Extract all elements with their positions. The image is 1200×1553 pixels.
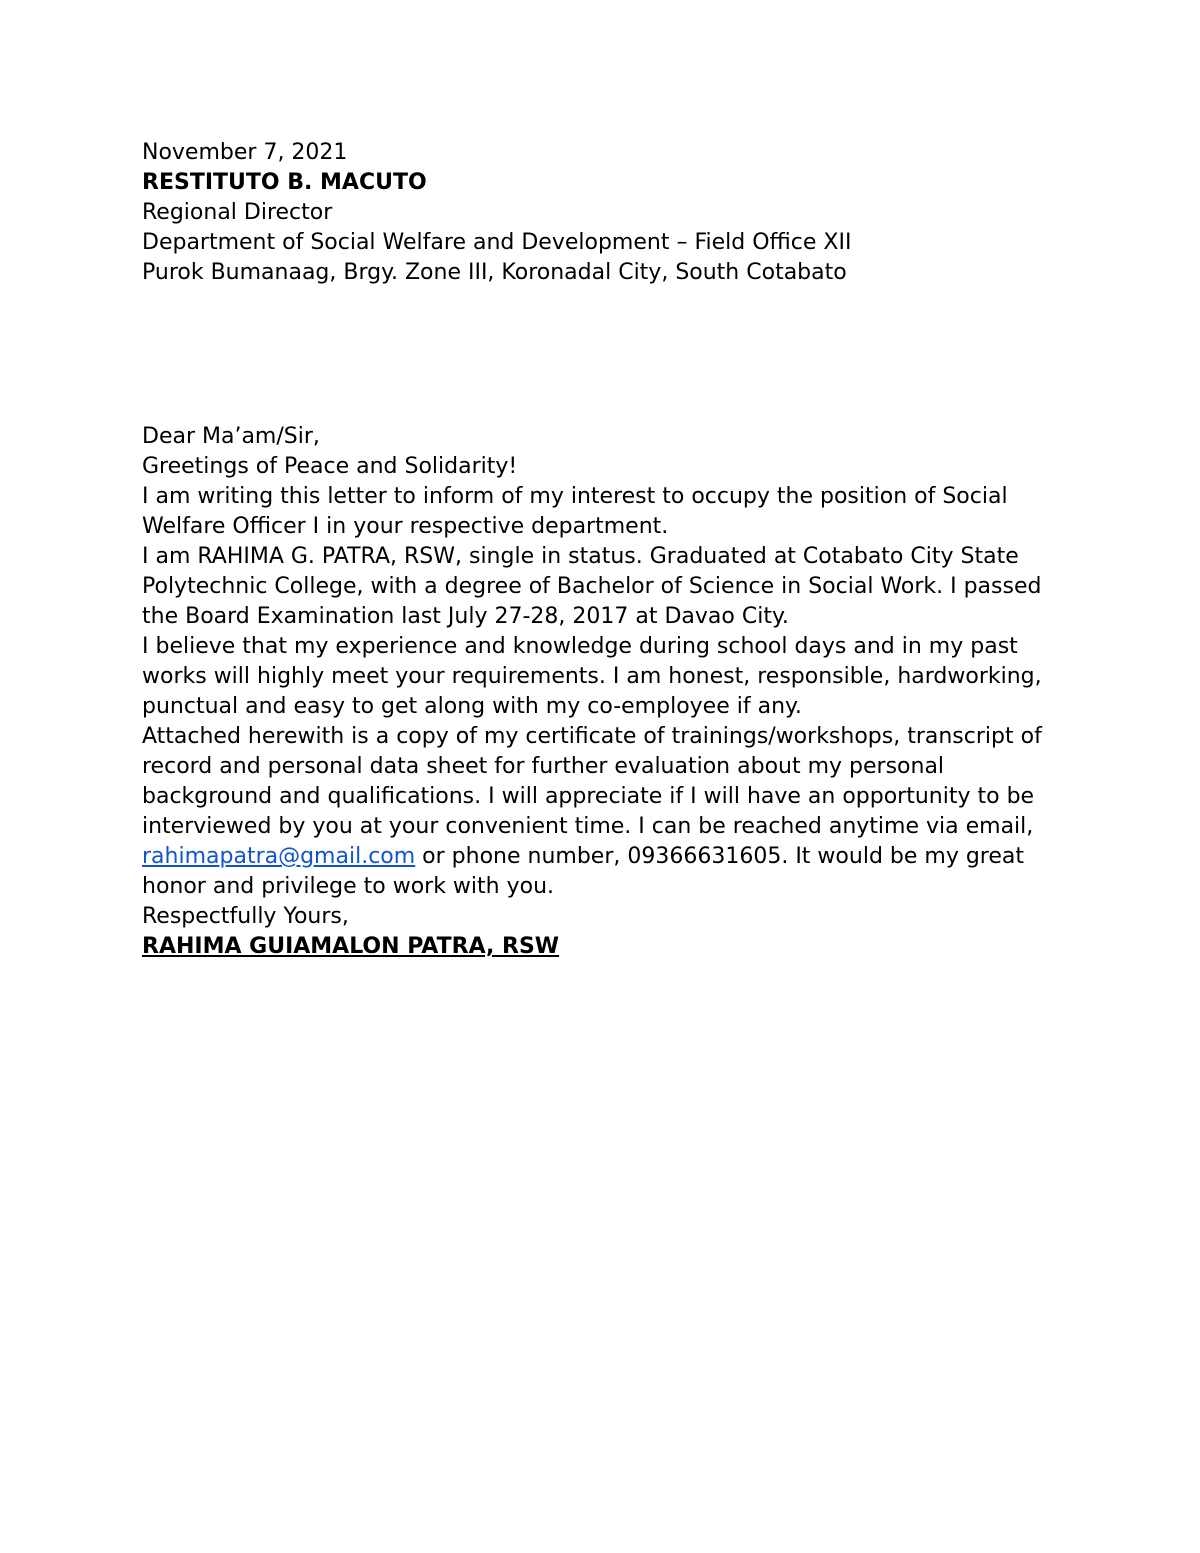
attachments-text: Attached herewith is a copy of my certificate of trainings/workshops, transcript of record and personal data sheet for further evaluation about my personal background and qualifications. I will appreciate if I will have an opportunity to be interviewed by you at your convenient time. I can be reached anytime via email, xyxy=(142,724,1042,839)
recipient-name: RESTITUTO B. MACUTO xyxy=(142,170,427,195)
paragraph-interest: I am writing this letter to inform of my interest to occupy the position of Social Welfare Officer I in your respective department. xyxy=(142,484,1008,539)
recipient-office: Department of Social Welfare and Development – Field Office XII xyxy=(142,230,852,255)
paragraph-qualities: I believe that my experience and knowledge during school days and in my past works will highly meet your requirements. I am honest, responsible, hardworking, punctual and easy to get along with my co-employee if any. xyxy=(142,634,1042,719)
recipient-title: Regional Director xyxy=(142,200,333,225)
phone-text: or phone number, 09366631605. It would be my great honor and privilege to work with you. xyxy=(142,844,1025,899)
email-link[interactable]: rahimapatra@gmail.com xyxy=(142,844,416,869)
paragraph-attachments xyxy=(142,722,1062,902)
letter-body xyxy=(142,138,1062,962)
recipient-block xyxy=(142,168,1062,288)
signature-name: RAHIMA GUIAMALON PATRA, RSW xyxy=(142,934,560,959)
paragraph-background: I am RAHIMA G. PATRA, RSW, single in status. Graduated at Cotabato City State Polytechnic College, with a degree of Bachelor of Science in Social Work. I passed the Board Examination last July 27-28, 2017 at Davao City. xyxy=(142,544,1042,629)
salutation: Dear Ma’am/Sir, xyxy=(142,424,320,449)
recipient-address: Purok Bumanaag, Brgy. Zone III, Koronadal City, South Cotabato xyxy=(142,260,847,285)
closing: Respectfully Yours, xyxy=(142,904,349,929)
greeting: Greetings of Peace and Solidarity! xyxy=(142,454,518,479)
letter-date: November 7, 2021 xyxy=(142,140,348,165)
